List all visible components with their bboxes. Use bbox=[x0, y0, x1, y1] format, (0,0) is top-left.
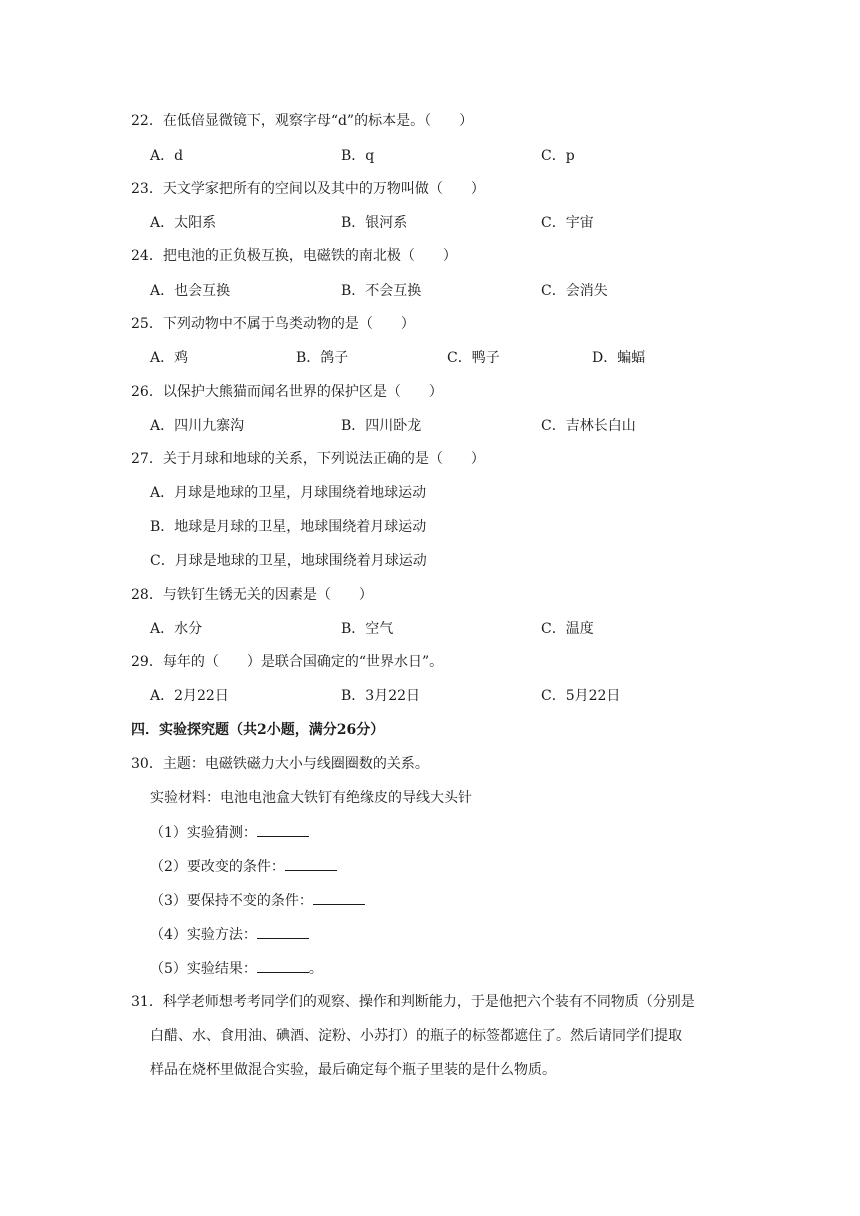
question-31-line-3: 样品在烧杯里做混合实验，最后确定每个瓶子里装的是什么物质。 bbox=[150, 1062, 556, 1078]
question-30: 30．主题：电磁铁磁力大小与线圈圈数的关系。 bbox=[131, 756, 429, 772]
question-28: 28．与铁钉生锈无关的因素是（ ） bbox=[131, 587, 373, 603]
answer-blank bbox=[313, 891, 365, 905]
q23-option-b: B．银河系 bbox=[341, 215, 408, 231]
q25-option-c: C．鸭子 bbox=[447, 350, 500, 366]
q22-option-a: A．d bbox=[150, 148, 184, 164]
q28-option-b: B．空气 bbox=[341, 621, 394, 637]
question-26: 26．以保护大熊猫而闻名世界的保护区是（ ） bbox=[131, 384, 443, 400]
q30-item-1 bbox=[150, 823, 309, 842]
answer-blank bbox=[257, 959, 309, 973]
question-25: 25．下列动物中不属于鸟类动物的是（ ） bbox=[131, 316, 415, 332]
q28-option-a: A．水分 bbox=[150, 621, 203, 637]
question-29: 29．每年的（ ）是联合国确定的“世界水日”。 bbox=[131, 654, 444, 670]
q30-item-4 bbox=[150, 925, 309, 944]
q30-item-4-label: （4）实验方法： bbox=[150, 927, 257, 943]
q25-option-b: B．鸽子 bbox=[296, 350, 349, 366]
question-31-line-2: 白醋、水、食用油、碘酒、淀粉、小苏打）的瓶子的标签都遮住了。然后请同学们提取 bbox=[150, 1028, 682, 1044]
q29-option-c: C．5月22日 bbox=[541, 688, 621, 704]
answer-blank bbox=[285, 857, 337, 871]
q22-option-c: C．p bbox=[541, 148, 575, 164]
q24-option-a: A．也会互换 bbox=[150, 283, 231, 299]
q27-option-a: A．月球是地球的卫星，月球围绕着地球运动 bbox=[150, 485, 427, 501]
question-22: 22．在低倍显微镜下，观察字母“d”的标本是。（ ） bbox=[131, 113, 474, 129]
q30-item-5-end: 。 bbox=[308, 961, 323, 977]
answer-blank bbox=[257, 823, 309, 837]
q30-item-3 bbox=[150, 891, 365, 910]
q30-item-1-label: （1）实验猜测： bbox=[150, 825, 257, 841]
q23-option-a: A．太阳系 bbox=[150, 215, 217, 231]
q30-materials: 实验材料：电池电池盒大铁钉有绝缘皮的导线大头针 bbox=[150, 790, 472, 806]
q29-option-a: A．2月22日 bbox=[150, 688, 229, 704]
q29-option-b: B．3月22日 bbox=[341, 688, 421, 704]
section-heading: 四．实验探究题（共2小题，满分26分） bbox=[131, 722, 385, 738]
q24-option-b: B．不会互换 bbox=[341, 283, 422, 299]
q30-item-5-label: （5）实验结果： bbox=[150, 961, 257, 977]
question-31-line-1: 31．科学老师想考考同学们的观察、操作和判断能力，于是他把六个装有不同物质（分别是 bbox=[131, 994, 695, 1010]
answer-blank bbox=[257, 925, 309, 939]
question-27: 27．关于月球和地球的关系，下列说法正确的是（ ） bbox=[131, 451, 485, 467]
q30-item-2-label: （2）要改变的条件： bbox=[150, 859, 285, 875]
q27-option-b: B．地球是月球的卫星，地球围绕着月球运动 bbox=[150, 519, 427, 535]
q25-option-d: D．蝙蝠 bbox=[592, 350, 646, 366]
q26-option-c: C．吉林长白山 bbox=[541, 418, 636, 434]
q22-option-b: B．q bbox=[341, 148, 375, 164]
q28-option-c: C．温度 bbox=[541, 621, 594, 637]
q26-option-b: B．四川卧龙 bbox=[341, 418, 422, 434]
q23-option-c: C．宇宙 bbox=[541, 215, 594, 231]
q30-item-5 bbox=[150, 959, 323, 978]
q26-option-a: A．四川九寨沟 bbox=[150, 418, 245, 434]
q30-item-2 bbox=[150, 857, 337, 876]
q27-option-c: C．月球是地球的卫星，地球围绕着月球运动 bbox=[150, 553, 427, 569]
question-24: 24．把电池的正负极互换，电磁铁的南北极（ ） bbox=[131, 248, 457, 264]
question-23: 23．天文学家把所有的空间以及其中的万物叫做（ ） bbox=[131, 181, 485, 197]
q30-item-3-label: （3）要保持不变的条件： bbox=[150, 893, 313, 909]
q25-option-a: A．鸡 bbox=[150, 350, 189, 366]
q24-option-c: C．会消失 bbox=[541, 283, 608, 299]
